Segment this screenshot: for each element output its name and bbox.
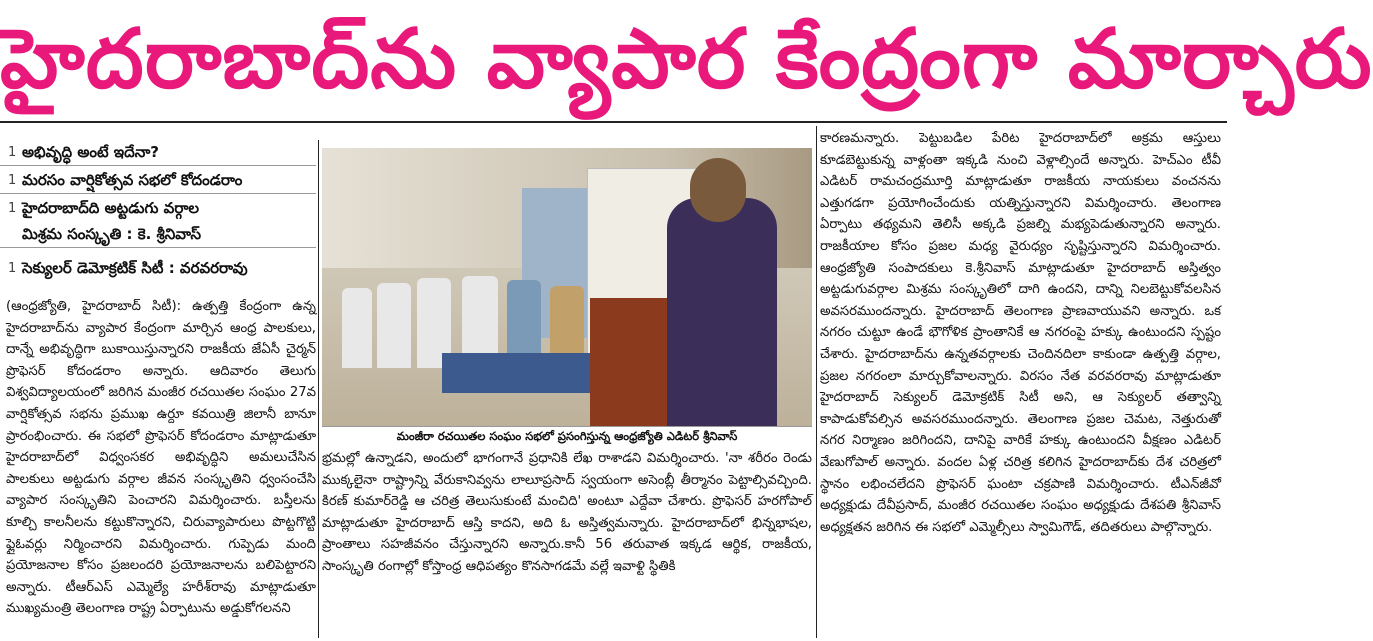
column-divider — [318, 140, 319, 638]
teaser-text: అభివృద్ధి అంటే ఇదేనా? — [22, 143, 159, 161]
photo-table — [442, 353, 592, 393]
photo-speaker — [667, 198, 777, 426]
article-column-1 — [6, 296, 316, 638]
photo-caption: మంజీరా రచయితల సంఘం సభలో ప్రసంగిస్తున్న ఆంధ్రజ్యోతి ఎడిటర్ శ్రీనివాస్ — [322, 426, 812, 445]
teaser-rule — [0, 165, 316, 166]
photo-guest — [377, 283, 411, 368]
column-divider — [816, 126, 817, 638]
teaser-item — [0, 222, 316, 248]
headline-rule — [0, 121, 1227, 123]
article-column-2 — [322, 448, 812, 638]
teaser-rule — [0, 193, 316, 194]
column-1-text: (ఆంధ్రజ్యోతి, హైదరాబాద్ సిటీ): ఉత్పత్తి కేంద్రంగా ఉన్న హైదరాబాద్‌ను వ్యాపార కేంద్రంగా మార్చిన ఆంధ్ర పాలకులు, దాన్నే అభివృద్ధిగా బుకాయిస్తున్నారని రాజకీయ జేఏసీ చైర్మన్ ప్రొఫెసర్ కోదండరాం అన్నారు. ఆదివారం తెలుగు విశ్వవిద్యాలయంలో జరిగిన మంజీర రచయితల సంఘం 27వ వార్షికోత్సవ సభను ప్రముఖ ఉర్దూ కవయిత్రి జిలానీ బానూ ప్రారంభించారు. ఈ సభలో ప్రొఫెసర్ కోదండరాం మాట్లాడుతూ హైదరాబాద్‌లో విధ్వంసకర అభివృద్ధిని అమలుచేసిన పాలకులు అట్టడుగు వర్గాల జీవన సంస్కృతిని ధ్వంసంచేసి వ్యాపార సంస్కృతిని పెంచారని విమర్శించారు. బస్తీలను కూల్చి కాలనీలను కట్టుకొన్నారని, చిరువ్యాపారులు పొట్టగొట్టి ఫ్లైఓవర్లు నిర్మించారని విమర్శించారు. గుప్పెడు మంది ప్రయోజనాల కోసం ప్రజలందరి ప్రయోజనాలను బలిపెట్టారని అన్నారు. టీఆర్‌ఎస్ ఎమ్మెల్యే హరీశ్‌రావు మాట్లాడుతూ ముఖ్యమంత్రి తెలంగాణ రాష్ట్ర ఏర్పాటును అడ్డుకోగలనని — [6, 299, 316, 617]
event-photo — [322, 148, 812, 426]
teaser-bullet: 1 — [8, 145, 17, 160]
photo-guest — [342, 288, 372, 368]
article-headline: హైదరాబాద్‌ను వ్యాపార కేంద్రంగా మార్చారు — [0, 12, 1373, 107]
teaser-item — [0, 168, 316, 194]
teaser-item — [0, 140, 316, 166]
teaser-item — [0, 256, 316, 282]
teaser-item — [0, 196, 316, 222]
teaser-text: సెక్యులర్ డెమోక్రటిక్ సిటీ : వరవరరావు — [22, 259, 248, 277]
teaser-bullet: 1 — [8, 201, 17, 216]
article-column-3 — [820, 128, 1221, 638]
teaser-rule — [0, 247, 316, 248]
teaser-text: మరసం వార్షికోత్సవ సభలో కోదండరాం — [22, 171, 243, 189]
photo-speaker-head — [690, 158, 746, 222]
column-3-text: కారణమన్నారు. పెట్టుబడిల పేరిట హైదరాబాద్‌లో అక్రమ ఆస్తులు కూడబెట్టుకున్న వాళ్లంతా ఇక్కడి నుంచి వెళ్లాల్సిందే అన్నారు. హెచ్‌ఎం టీవీ ఎడిటర్ రామచంద్రమూర్తి మాట్లాడుతూ రాజకీయ నాయకులు వంచనను ఎత్తుగడగా ప్రయోగించేందుకు యత్నిస్తున్నారని విమర్శించారు. తెలంగాణ ఏర్పాటు తథ్యమని తెలిసీ అక్కడి ప్రజల్ని మభ్యపెడుతున్నారని అన్నారు. రాజకీయాల కోసం ప్రజల మధ్య వైరుధ్యం సృష్టిస్తున్నారని విమర్శించారు. ఆంధ్రజ్యోతి సంపాదకులు కె.శ్రీనివాస్ మాట్లాడుతూ హైదరాబాద్ అస్తిత్వం అట్టడుగువర్గాల మిశ్రమ సంస్కృతిలో దాగి ఉందని, దాన్ని నిలబెట్టుకోవలసిన అవసరముందన్నారు. హైదరాబాద్ తెలంగాణ ప్రాణవాయువని అన్నారు. ఒక నగరం చుట్టూ ఉండే భౌగోళిక ప్రాంతానికే ఆ నగరంపై హక్కు ఉంటుందని స్పష్టం చేశారు. హైదరాబాద్‌ను ఉన్నతవర్గాలకు చెందినదిలా కాకుండా ఉత్పత్తి వర్గాల, ప్రజల నగరంలా మార్చుకోవాలన్నారు. విరసం నేత వరవరరావు మాట్లాడుతూ హైదరాబాద్ సెక్యులర్ డెమోక్రటిక్ సిటీ అని, ఆ సెక్యులర్ తత్వాన్ని కాపాడుకోవల్సిన అవసరముందన్నారు. తెలంగాణ ప్రజల చెమట, నెత్తురుతో నగర నిర్మాణం జరిగిందని, దానిపై వారికే హక్కు ఉంటుందని వీక్షణం ఎడిటర్ వేణుగోపాల్ అన్నారు. వందల ఏళ్ల చరిత్ర కలిగిన హైదరాబాద్‌కు దేశ చరిత్రలో స్థానం లభించలేదని ప్రొఫెసర్ ఘంటా చక్రపాణి విమర్శించారు. టీఎన్‌జీవో అధ్యక్షుడు దేవీప్రసాద్, మంజీర రచయితల సంఘం అధ్యక్షుడు దేశపతి శ్రీనివాస్ అధ్యక్షతన జరిగిన ఈ సభలో ఎమ్మెల్సీలు స్వామిగౌడ్, తదితరులు పాల్గొన్నారు. — [820, 131, 1221, 535]
teaser-text: మిశ్రమ సంస్కృతి : కె. శ్రీనివాస్ — [22, 225, 202, 243]
column-2-text: భ్రమల్లో ఉన్నాడని, అందులో భాగంగానే ప్రధానికి లేఖ రాశాడని విమర్శించారు. 'నా శరీరం రెండు ముక్కలైనా రాష్ట్రాన్ని వేరుకానివ్వను లాలూప్రసాద్ స్వయంగా అసెంబ్లీ తీర్మానం పెట్టాల్సివచ్చింది. కిరణ్ కుమార్‌రెడ్డి ఆ చరిత్ర తెలుసుకుంటే మంచిది' అంటూ ఎద్దేవా చేశారు. ప్రొఫెసర్ హరగోపాల్ మాట్లాడుతూ హైదరాబాద్ ఆస్తి కాదని, అది ఓ అస్తిత్వమన్నారు. హైదరాబాద్‌లో భిన్నభాషల, ప్రాంతాలు సహజీవనం చేస్తున్నారని అన్నారు.కానీ 56 తరువాత ఇక్కడ ఆర్థిక, రాజకీయ, సాంస్కృతి రంగాల్లో కోస్తాంధ్ర ఆధిపత్యం కొనసాగడమే వల్లే ఇవాళ్టి స్థితికి — [322, 451, 812, 574]
teaser-bullet: 1 — [8, 173, 17, 188]
photo-podium — [590, 298, 675, 426]
teaser-bullet: 1 — [8, 261, 17, 276]
teaser-text: హైదరాబాద్‌ది అట్టడుగు వర్గాల — [22, 199, 200, 217]
